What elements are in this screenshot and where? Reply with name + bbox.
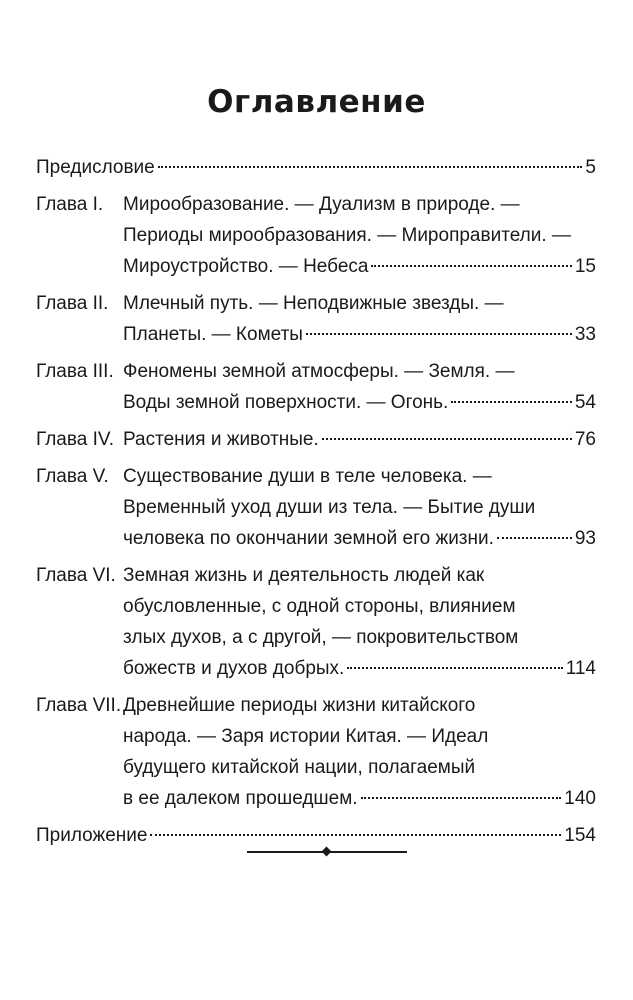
page-title: Оглавление [207, 84, 426, 120]
dot-leader [322, 438, 572, 440]
toc-entry [36, 356, 596, 418]
toc-entry-body [123, 356, 596, 418]
toc-entry-line: Феномены земной атмосферы. — Земля. — [123, 361, 515, 382]
toc-page-number: 154 [564, 825, 596, 846]
ornament-divider [247, 846, 407, 858]
toc-entry-line: Растения и животные. [123, 429, 319, 450]
toc-chapter-label: Глава III. [36, 361, 114, 382]
toc-entry-last-line [123, 319, 596, 350]
toc-entry-line: божеств и духов добрых. [123, 658, 345, 679]
toc-entry-line: Земная жизнь и деятельность людей как [123, 565, 485, 586]
toc-entry [36, 560, 596, 684]
dot-leader [347, 667, 562, 669]
toc-entry-line: Мирообразование. — Дуализм в природе. — [123, 194, 520, 215]
toc-chapter-label: Глава IV. [36, 429, 115, 450]
toc-page-number: 33 [574, 324, 596, 345]
toc-entry-line: Временный уход души из тела. — Бытие души [123, 497, 536, 518]
toc-entry-last-line [36, 152, 596, 183]
toc-entry-line: народа. — Заря истории Китая. — Идеал [123, 726, 489, 747]
toc-entry-line: Мироустройство. — Небеса [123, 256, 369, 277]
dot-leader [306, 333, 572, 335]
toc-entry-line: обусловленные, с одной стороны, влиянием [123, 596, 516, 617]
toc-chapter-label: Глава VII. [36, 695, 122, 716]
toc-chapter-label: Глава VI. [36, 565, 116, 586]
toc-entry [36, 152, 596, 183]
ornament-diamond-icon [322, 847, 332, 857]
toc-entry-line: будущего китайской нации, полагаемый [123, 757, 476, 778]
toc-page-number: 76 [574, 429, 596, 450]
toc-entry-last-line [123, 424, 596, 455]
toc-entry [36, 690, 596, 814]
toc-chapter-label: Глава II. [36, 293, 109, 314]
toc-entry-line: Приложение [36, 825, 148, 846]
toc-chapter-label: Глава V. [36, 466, 109, 487]
toc-entry-body [123, 690, 596, 814]
toc-entry [36, 461, 596, 554]
toc-entry-line: Планеты. — Кометы [123, 324, 303, 345]
toc-entry [36, 424, 596, 455]
toc-entry-body [123, 560, 596, 684]
dot-leader [497, 537, 572, 539]
toc-entry-line: человека по окончании земной его жизни. [123, 528, 494, 549]
toc-entry-body [123, 461, 596, 554]
toc-page-number: 54 [574, 392, 596, 413]
dot-leader [158, 166, 583, 168]
toc-entry-last-line [123, 783, 596, 814]
dot-leader [150, 834, 561, 836]
toc-entry-line: в ее далеком прошедшем. [123, 788, 358, 809]
toc-entry-last-line [123, 523, 596, 554]
toc-entry [36, 288, 596, 350]
toc-entry-line: Существование души в теле человека. — [123, 466, 492, 487]
toc-entry [36, 189, 596, 282]
toc-entry-body [123, 288, 596, 350]
toc-entry-last-line [123, 387, 596, 418]
toc-entry-last-line [123, 251, 596, 282]
toc-page-number: 140 [564, 788, 596, 809]
table-of-contents [36, 152, 596, 857]
toc-page-number: 93 [574, 528, 596, 549]
toc-entry-line: Периоды мирообразования. — Мироправители. — [123, 225, 571, 246]
toc-entry-last-line [123, 653, 596, 684]
toc-entry-body [123, 424, 596, 455]
dot-leader [361, 797, 562, 799]
dot-leader [371, 265, 571, 267]
toc-page-number: 15 [574, 256, 596, 277]
toc-entry-line: злых духов, а с другой, — покровительством [123, 627, 519, 648]
toc-entry-line: Предисловие [36, 157, 155, 178]
toc-chapter-label: Глава I. [36, 194, 104, 215]
toc-entry-body [36, 152, 596, 183]
toc-entry-line: Древнейшие периоды жизни китайского [123, 695, 476, 716]
toc-page-number: 5 [585, 157, 596, 178]
toc-entry-line: Воды земной поверхности. — Огонь. [123, 392, 449, 413]
toc-entry-body [123, 189, 596, 282]
toc-page-number: 114 [565, 658, 596, 679]
dot-leader [451, 401, 572, 403]
toc-entry-line: Млечный путь. — Неподвижные звезды. — [123, 293, 504, 314]
